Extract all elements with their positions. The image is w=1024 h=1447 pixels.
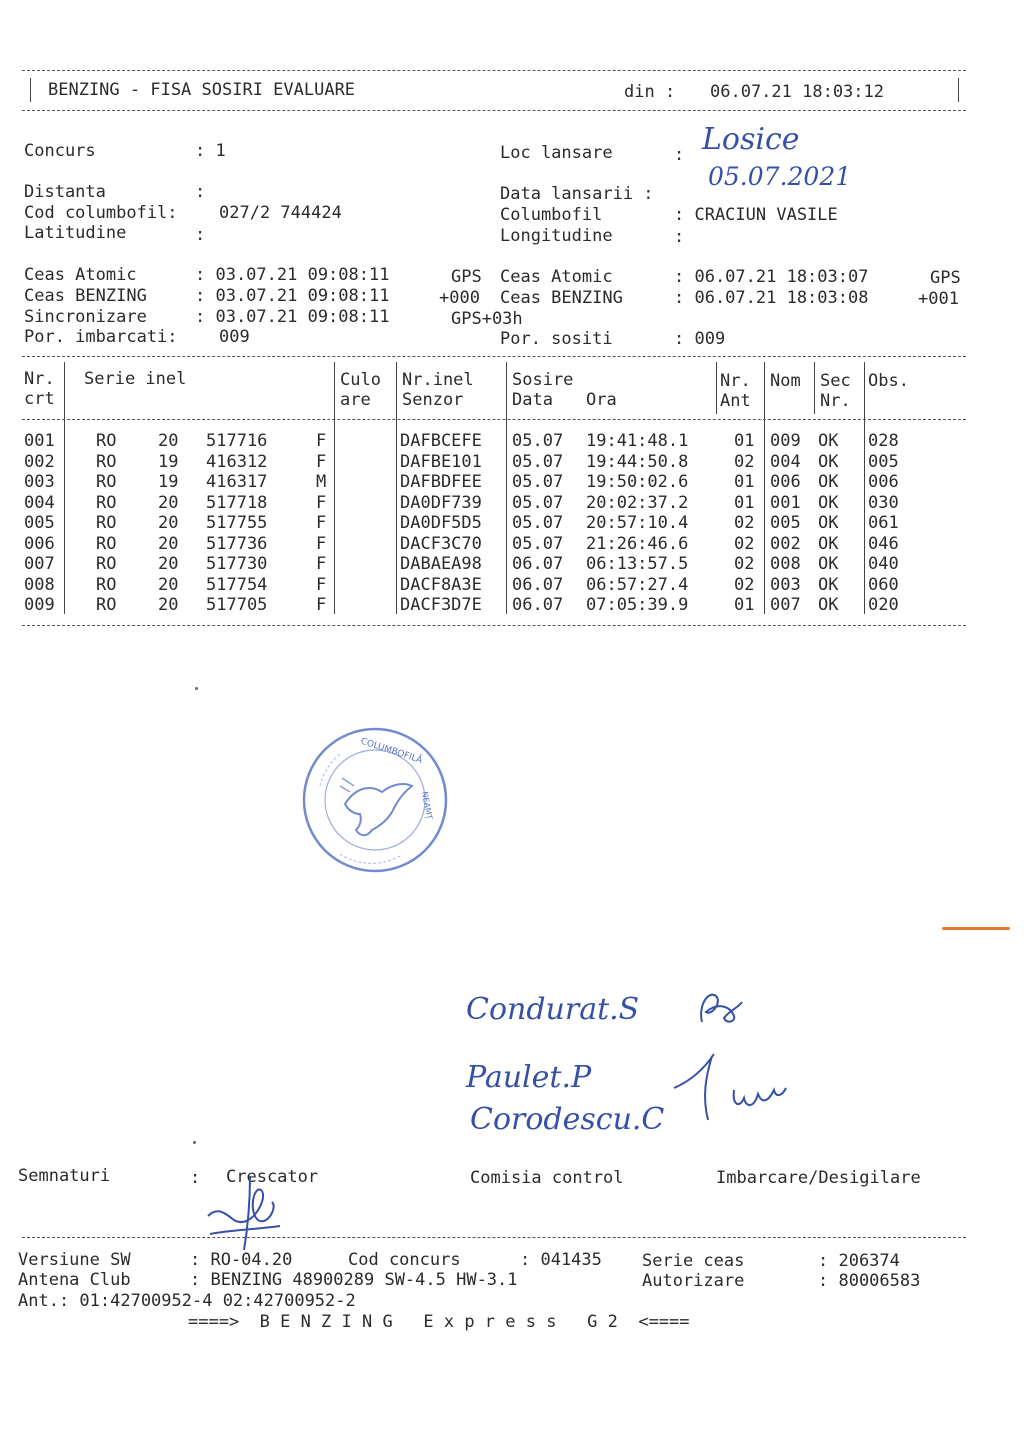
antena-value: : BENZING 48900289 SW-4.5 HW-3.1 <box>190 1270 518 1290</box>
header-obs: Obs. <box>868 371 909 391</box>
header-culoare-2: are <box>340 390 371 410</box>
row-year: 20 <box>158 431 179 451</box>
row-country: RO <box>96 533 117 554</box>
header-culoare-1: Culo <box>340 370 381 390</box>
row-sensor: DACF3D7E <box>400 595 482 615</box>
comisia-label: Comisia control <box>470 1168 624 1188</box>
row-date: 05.07 <box>512 513 564 533</box>
row-sec: OK <box>818 451 839 472</box>
row-antenna: 02 <box>734 574 755 595</box>
ceas-atomic-end-suffix: GPS <box>930 268 961 288</box>
header-sec-2: Nr. <box>820 391 851 411</box>
crescator-signature <box>200 1176 290 1252</box>
row-nr: 007 <box>24 554 55 574</box>
row-sex: M <box>316 472 327 492</box>
columbofil-value: : CRACIUN VASILE <box>674 205 838 225</box>
row-sensor: DABAEA98 <box>400 554 482 574</box>
row-sex: F <box>316 513 327 533</box>
row-sec: OK <box>818 492 839 513</box>
longitudine-colon: : <box>674 227 685 247</box>
loc-lansare-handwritten: Losice <box>702 122 800 157</box>
handwritten-name-3: Corodescu.C <box>470 1102 665 1137</box>
row-sec: OK <box>818 472 839 492</box>
row-nr: 009 <box>24 595 55 615</box>
versiune-label: Versiune SW <box>18 1250 131 1270</box>
stamp-text-top: COLUMBOFILĂ <box>359 736 424 767</box>
row-sensor: DA0DF739 <box>400 492 482 513</box>
header-nr-inel: Nr.inel <box>402 370 474 390</box>
col-sep-7 <box>814 362 815 414</box>
data-lansarii-handwritten: 05.07.2021 <box>708 162 852 191</box>
semnaturi-label: Semnaturi <box>18 1166 111 1186</box>
speck-2 <box>193 1141 196 1144</box>
row-time: 19:41:48.1 <box>586 431 689 451</box>
row-sensor: DAFBDFEE <box>400 472 482 492</box>
header-nr: Nr. <box>24 369 55 389</box>
ceas-benzing-end-label: Ceas BENZING <box>500 288 623 308</box>
table-bottom-rule <box>22 625 966 626</box>
ceas-benzing-end-value: : 06.07.21 18:03:08 <box>674 288 869 308</box>
row-date: 05.07 <box>512 533 564 554</box>
ceas-atomic-end-label: Ceas Atomic <box>500 267 613 287</box>
row-year: 20 <box>158 574 179 595</box>
row-antenna: 02 <box>734 513 755 533</box>
row-year: 19 <box>158 451 179 472</box>
row-nom: 006 <box>770 472 801 492</box>
row-ring-number: 517716 <box>206 431 268 451</box>
row-nr: 004 <box>24 492 55 513</box>
row-antenna: 01 <box>734 595 755 615</box>
ceas-benzing-start-value: : 03.07.21 09:08:11 <box>195 286 390 306</box>
ceas-benzing-start-suffix: +000 <box>439 288 480 308</box>
table-top-rule <box>22 356 966 357</box>
row-obs: 040 <box>868 554 899 574</box>
col-sep-5 <box>716 362 717 414</box>
cod-columbofil-label: Cod columbofil: <box>24 203 178 223</box>
row-obs: 030 <box>868 492 899 513</box>
row-time: 20:02:37.2 <box>586 492 689 513</box>
header-nom: Nom <box>770 371 801 391</box>
row-ring-number: 416312 <box>206 451 268 472</box>
row-year: 20 <box>158 492 179 513</box>
row-date: 05.07 <box>512 431 564 451</box>
row-sec: OK <box>818 574 839 595</box>
row-antenna: 02 <box>734 533 755 554</box>
antenna-ids: Ant.: 01:42700952-4 02:42700952-2 <box>18 1291 356 1311</box>
table-row <box>0 554 1024 574</box>
row-time: 06:57:27.4 <box>586 574 689 595</box>
autorizare-label: Autorizare <box>642 1271 745 1291</box>
row-time: 06:13:57.5 <box>586 554 689 574</box>
row-sensor: DA0DF5D5 <box>400 513 482 533</box>
columbofil-label: Columbofil <box>500 205 603 225</box>
versiune-value: : RO-04.20 <box>190 1250 293 1270</box>
row-sensor: DACF8A3E <box>400 574 482 595</box>
stamp-text-right: NEAMȚ <box>420 790 434 821</box>
autorizare-value: : 80006583 <box>818 1271 921 1291</box>
distanta-colon: : <box>195 182 206 202</box>
row-year: 20 <box>158 554 179 574</box>
header-data: Data <box>512 390 553 410</box>
header-ora: Ora <box>586 390 617 410</box>
ceas-atomic-start-value: : 03.07.21 09:08:11 <box>195 265 390 285</box>
orange-marker <box>942 927 1010 930</box>
table-row <box>0 452 1024 472</box>
row-date: 06.07 <box>512 554 564 574</box>
header-ant-1: Nr. <box>720 371 751 391</box>
row-nom: 009 <box>770 431 801 451</box>
serie-ceas-label: Serie ceas <box>642 1251 745 1271</box>
row-antenna: 01 <box>734 492 755 513</box>
date-value: 06.07.21 18:03:12 <box>710 82 884 102</box>
club-stamp <box>300 726 450 874</box>
row-antenna: 02 <box>734 554 755 574</box>
row-nr: 002 <box>24 451 55 472</box>
cod-concurs-label: Cod concurs <box>348 1250 461 1270</box>
title-right-bar <box>958 78 959 102</box>
row-antenna: 01 <box>734 472 755 492</box>
antena-label: Antena Club <box>18 1270 131 1290</box>
title-top-rule <box>22 70 966 71</box>
header-senzor: Senzor <box>402 390 464 410</box>
row-country: RO <box>96 431 117 451</box>
latitudine-colon: : <box>195 225 206 245</box>
document-title: BENZING - FISA SOSIRI EVALUARE <box>48 80 356 100</box>
row-time: 21:26:46.6 <box>586 533 689 554</box>
row-sec: OK <box>818 533 839 554</box>
row-country: RO <box>96 574 117 595</box>
table-row <box>0 513 1024 533</box>
row-sex: F <box>316 595 327 615</box>
imbarcare-label: Imbarcare/Desigilare <box>716 1168 921 1188</box>
serie-ceas-value: : 206374 <box>818 1251 900 1271</box>
row-country: RO <box>96 595 117 615</box>
row-nom: 004 <box>770 451 801 472</box>
row-sex: F <box>316 554 327 574</box>
row-obs: 061 <box>868 513 899 533</box>
ceas-benzing-start-label: Ceas BENZING <box>24 286 147 306</box>
row-date: 06.07 <box>512 595 564 615</box>
ceas-atomic-start-suffix: GPS <box>451 267 482 287</box>
row-antenna: 01 <box>734 431 755 451</box>
row-sex: F <box>316 492 327 513</box>
sositi-label: Por. sositi <box>500 329 613 349</box>
sincronizare-suffix: GPS+03h <box>451 309 523 329</box>
row-sensor: DAFBE101 <box>400 451 482 472</box>
row-nr: 008 <box>24 574 55 595</box>
row-year: 19 <box>158 472 179 492</box>
table-row <box>0 493 1024 513</box>
handwritten-name-2: Paulet.P <box>466 1060 592 1095</box>
row-nr: 006 <box>24 533 55 554</box>
row-nom: 008 <box>770 554 801 574</box>
row-country: RO <box>96 492 117 513</box>
row-sec: OK <box>818 595 839 615</box>
concurs-label: Concurs <box>24 141 96 161</box>
row-antenna: 02 <box>734 451 755 472</box>
row-nom: 005 <box>770 513 801 533</box>
loc-lansare-label: Loc lansare <box>500 143 613 163</box>
cod-concurs-value: : 041435 <box>520 1250 602 1270</box>
row-obs: 005 <box>868 451 899 472</box>
row-year: 20 <box>158 513 179 533</box>
header-crt: crt <box>24 389 55 409</box>
row-sec: OK <box>818 513 839 533</box>
row-country: RO <box>96 472 117 492</box>
header-sec-1: Sec <box>820 371 851 391</box>
row-ring-number: 517736 <box>206 533 268 554</box>
row-year: 20 <box>158 595 179 615</box>
row-sex: F <box>316 533 327 554</box>
cod-columbofil-value: 027/2 744424 <box>219 203 342 223</box>
row-obs: 006 <box>868 472 899 492</box>
row-nr: 001 <box>24 431 55 451</box>
row-nr: 003 <box>24 472 55 492</box>
row-ring-number: 517718 <box>206 492 268 513</box>
row-country: RO <box>96 451 117 472</box>
row-year: 20 <box>158 533 179 554</box>
imbarcati-value: 009 <box>219 327 250 347</box>
row-nom: 001 <box>770 492 801 513</box>
brand-line: ====> B E N Z I N G E x p r e s s G 2 <==== <box>188 1312 690 1332</box>
ceas-benzing-end-suffix: +001 <box>918 289 959 309</box>
table-row <box>0 575 1024 595</box>
row-ring-number: 517754 <box>206 574 268 595</box>
concurs-value: : 1 <box>195 141 226 161</box>
row-sec: OK <box>818 431 839 451</box>
row-obs: 020 <box>868 595 899 615</box>
handwritten-name-1: Condurat.S <box>466 992 640 1027</box>
row-nr: 005 <box>24 513 55 533</box>
row-ring-number: 517705 <box>206 595 268 615</box>
table-row <box>0 534 1024 554</box>
row-obs: 028 <box>868 431 899 451</box>
row-sensor: DAFBCEFE <box>400 431 482 451</box>
table-row <box>0 595 1024 615</box>
row-sex: F <box>316 451 327 472</box>
row-time: 20:57:10.4 <box>586 513 689 533</box>
distanta-label: Distanta <box>24 182 106 202</box>
sositi-value: : 009 <box>674 329 726 349</box>
loc-lansare-colon: : <box>674 145 685 165</box>
date-label: din : <box>624 82 676 102</box>
row-obs: 060 <box>868 574 899 595</box>
row-sex: F <box>316 574 327 595</box>
row-time: 19:44:50.8 <box>586 451 689 472</box>
row-nom: 002 <box>770 533 801 554</box>
row-country: RO <box>96 554 117 574</box>
row-obs: 046 <box>868 533 899 554</box>
footer-rule <box>22 1237 966 1238</box>
latitudine-label: Latitudine <box>24 223 127 243</box>
header-sosire: Sosire <box>512 370 574 390</box>
header-serie-inel: Serie inel <box>84 369 187 389</box>
row-date: 05.07 <box>512 451 564 472</box>
title-bottom-rule <box>22 110 966 111</box>
semnaturi-colon: : <box>190 1168 201 1188</box>
row-country: RO <box>96 513 117 533</box>
row-date: 06.07 <box>512 574 564 595</box>
row-time: 19:50:02.6 <box>586 472 689 492</box>
row-sex: F <box>316 431 327 451</box>
ceas-atomic-end-value: : 06.07.21 18:03:07 <box>674 267 869 287</box>
header-ant-2: Ant <box>720 391 751 411</box>
table-row <box>0 472 1024 492</box>
row-time: 07:05:39.9 <box>586 595 689 615</box>
sincronizare-label: Sincronizare <box>24 307 147 327</box>
signature-mark-2 <box>668 1046 808 1126</box>
row-ring-number: 517730 <box>206 554 268 574</box>
signature-mark-1 <box>690 982 750 1034</box>
dove-stamp-icon <box>300 726 450 874</box>
row-nom: 007 <box>770 595 801 615</box>
ceas-atomic-start-label: Ceas Atomic <box>24 265 137 285</box>
crescator-label: Crescator <box>226 1167 319 1187</box>
data-lansarii-label: Data lansarii : <box>500 184 654 204</box>
table-row <box>0 431 1024 451</box>
speck-1 <box>195 687 198 690</box>
row-sensor: DACF3C70 <box>400 533 482 554</box>
row-date: 05.07 <box>512 472 564 492</box>
row-ring-number: 416317 <box>206 472 268 492</box>
longitudine-label: Longitudine <box>500 226 613 246</box>
row-ring-number: 517755 <box>206 513 268 533</box>
sincronizare-value: : 03.07.21 09:08:11 <box>195 307 390 327</box>
title-left-bar <box>30 78 31 102</box>
row-sec: OK <box>818 554 839 574</box>
imbarcati-label: Por. imbarcati: <box>24 327 178 347</box>
row-date: 05.07 <box>512 492 564 513</box>
row-nom: 003 <box>770 574 801 595</box>
table-header-rule <box>22 419 966 420</box>
